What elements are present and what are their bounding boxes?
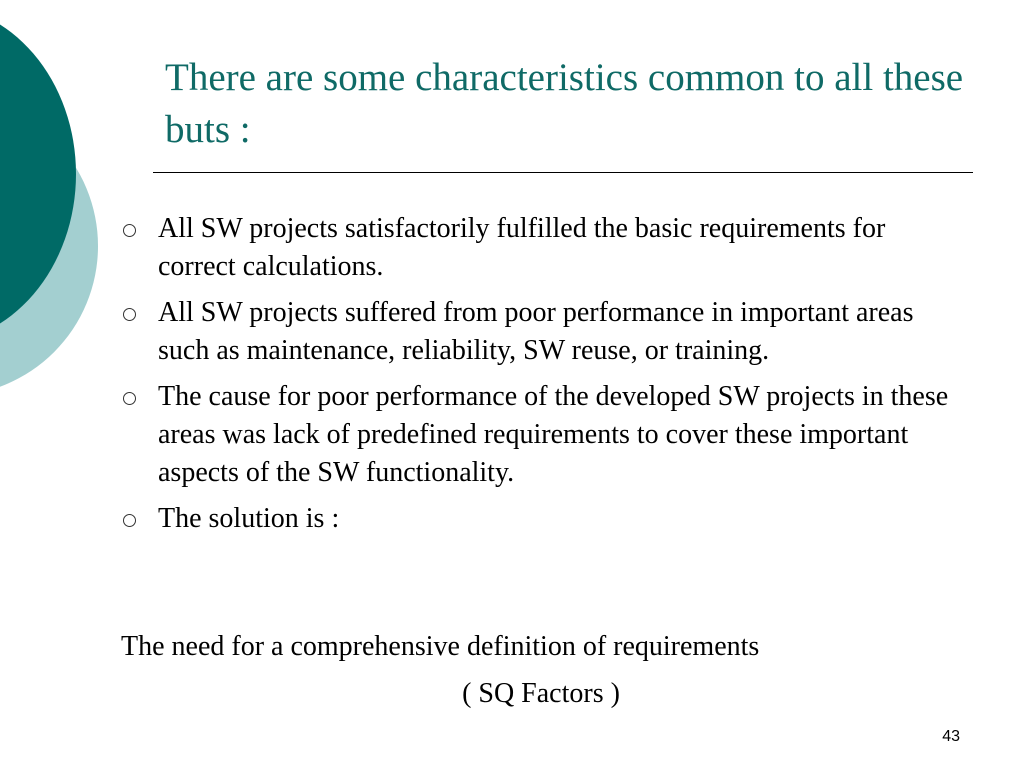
bullet-item <box>121 294 951 370</box>
bullet-list <box>121 210 951 546</box>
slide-title: There are some characteristics common to all these buts : <box>165 56 964 151</box>
page-number: 43 <box>942 728 960 745</box>
hollow-circle-bullet-icon <box>123 224 136 237</box>
bullet-text: The solution is : <box>158 503 340 534</box>
hollow-circle-bullet-icon <box>123 392 136 405</box>
bullet-text: The cause for poor performance of the developed SW projects in these areas was lack of predefined requirements to cover these important aspects of the SW functionality. <box>158 381 949 488</box>
bullet-item <box>121 500 951 538</box>
title-divider <box>153 172 973 173</box>
hollow-circle-bullet-icon <box>123 514 136 527</box>
bullet-text: All SW projects satisfactorily fulfilled the basic requirements for correct calculations. <box>158 213 886 282</box>
bullet-item <box>121 378 951 492</box>
conclusion-subtitle: ( SQ Factors ) <box>462 678 620 709</box>
bullet-text: All SW projects suffered from poor performance in important areas such as maintenance, reliability, SW reuse, or training. <box>158 297 914 366</box>
hollow-circle-bullet-icon <box>123 308 136 321</box>
bullet-item <box>121 210 951 286</box>
conclusion-line: The need for a comprehensive definition of requirements <box>121 631 760 662</box>
